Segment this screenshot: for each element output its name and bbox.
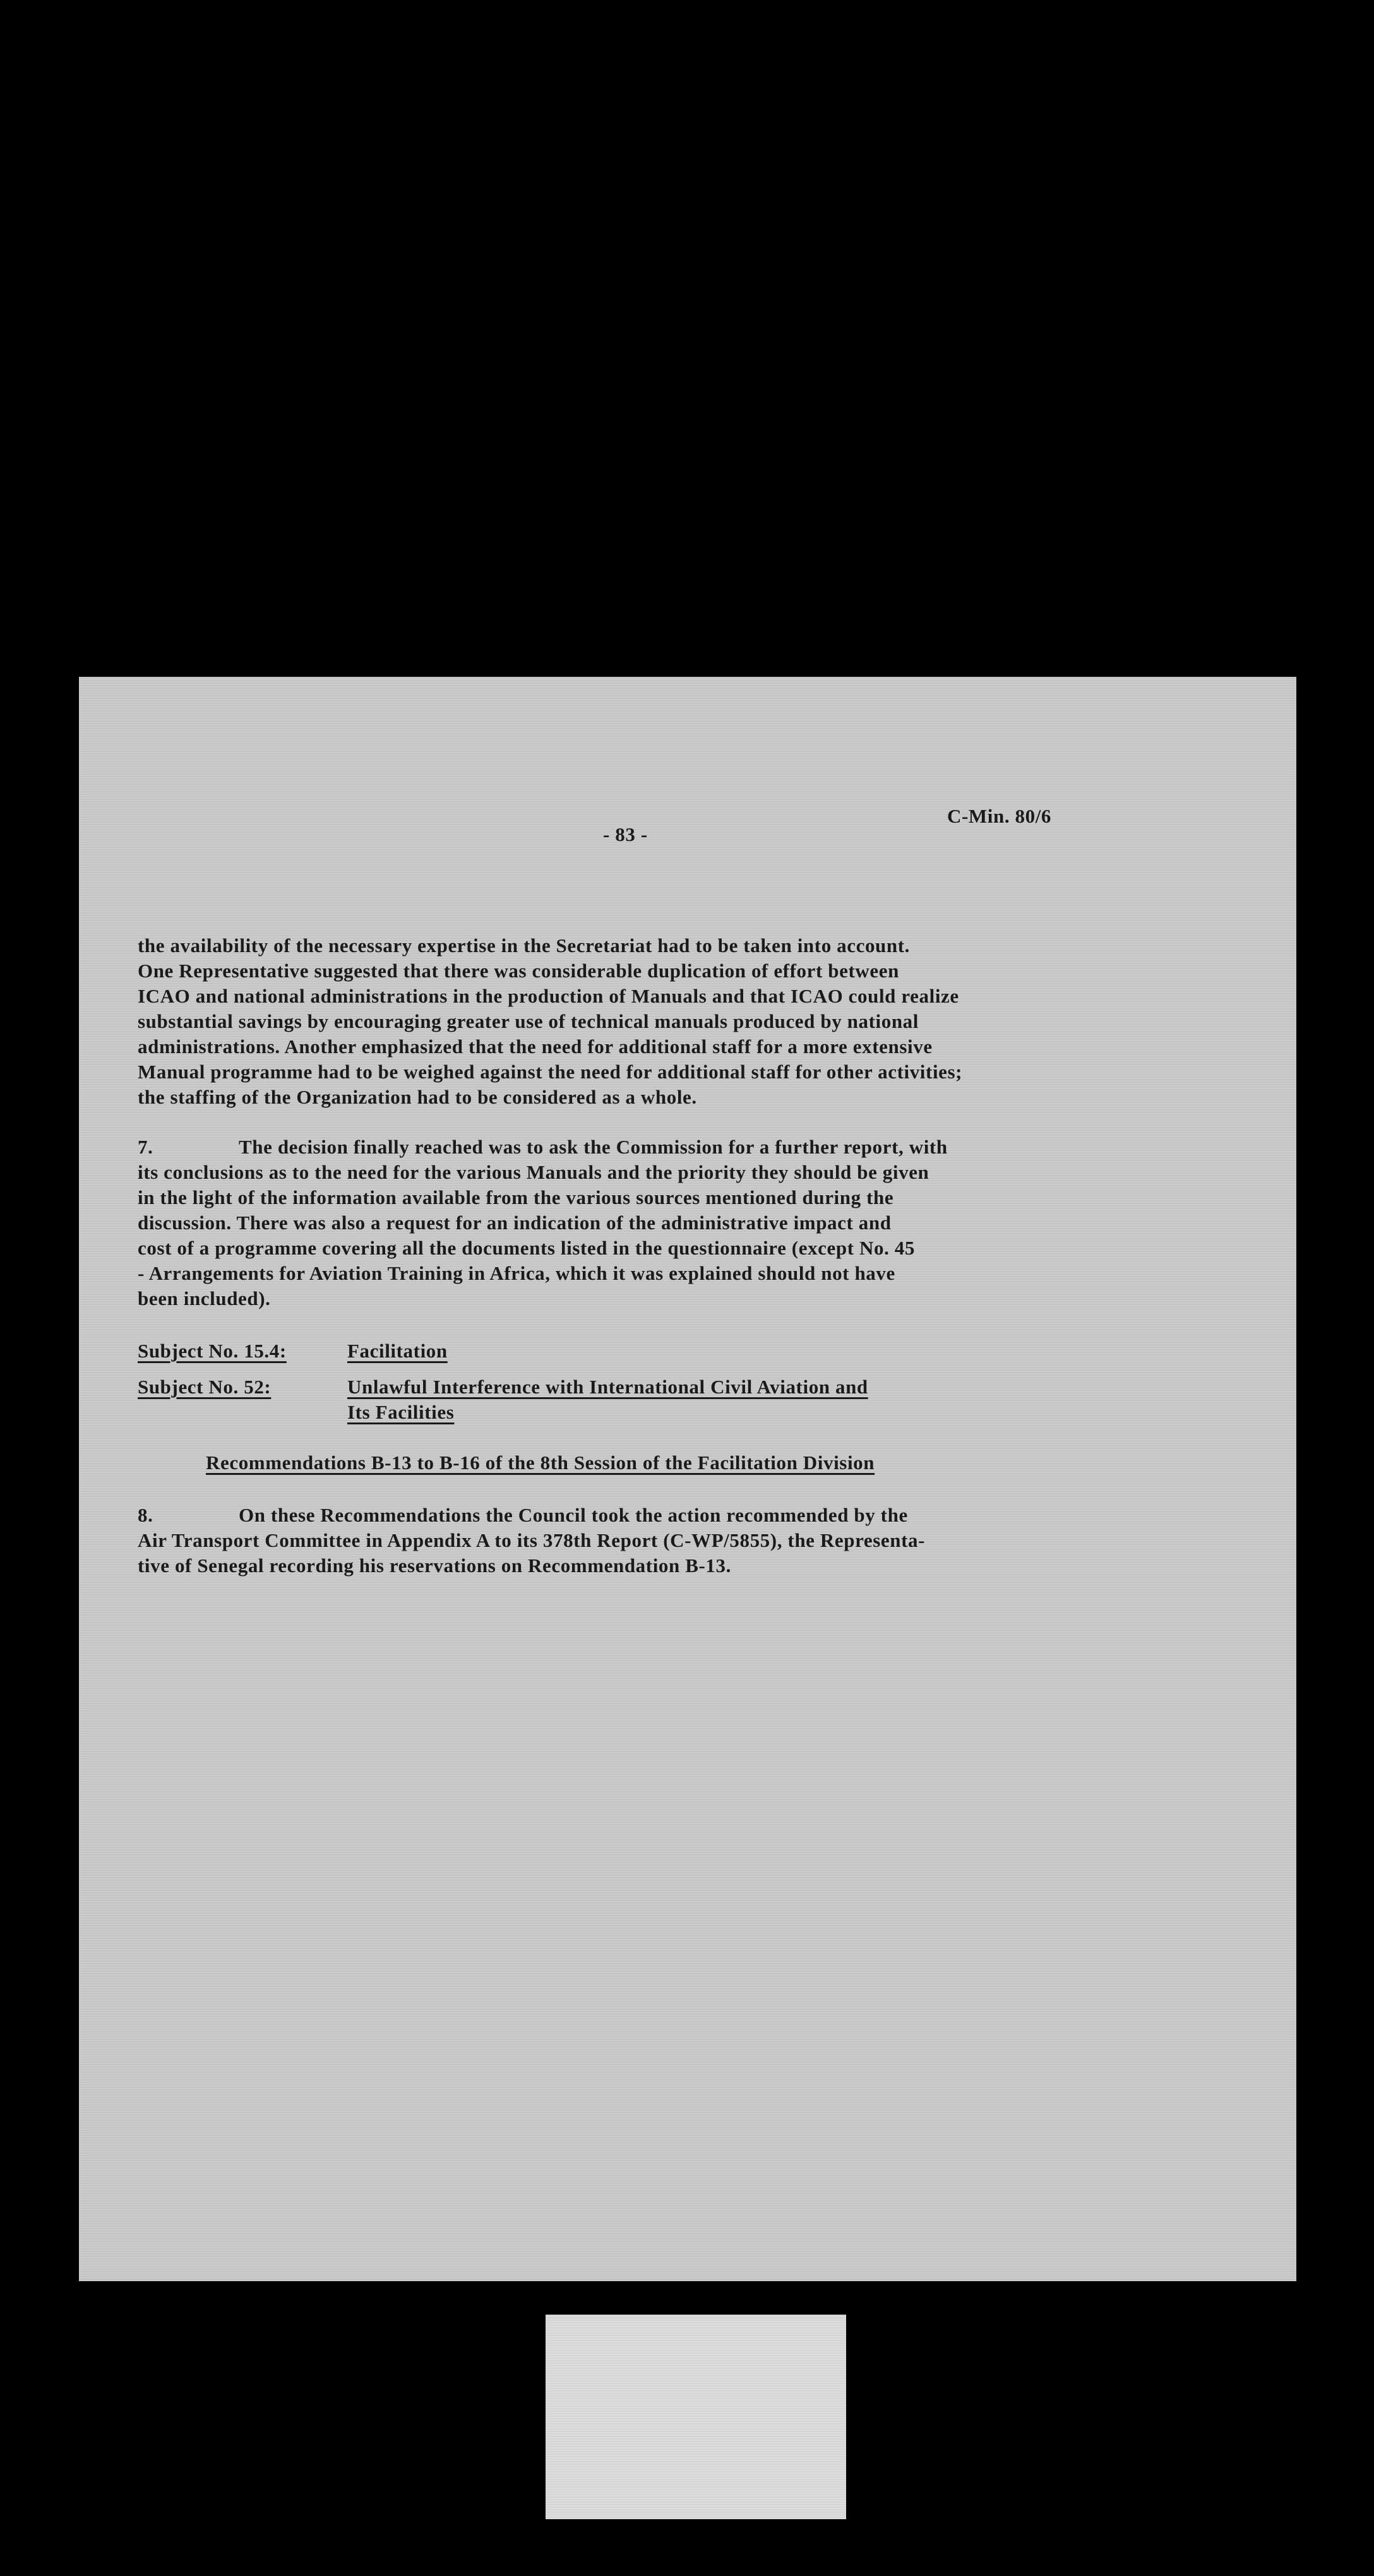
text-line: One Representative suggested that there was considerable duplication of effort between bbox=[138, 960, 899, 982]
text-line: its conclusions as to the need for the various Manuals and the priority they should be given bbox=[138, 1161, 929, 1183]
text-line: Air Transport Committee in Appendix A to its 378th Report (C-WP/5855), the Representa- bbox=[138, 1529, 926, 1551]
subject-title: Facilitation bbox=[347, 1340, 448, 1362]
text-line: tive of Senegal recording his reservations on Recommendation B-13. bbox=[138, 1554, 731, 1577]
blank-card bbox=[546, 2315, 846, 2519]
text-line: substantial savings by encouraging greater use of technical manuals produced by national bbox=[138, 1010, 919, 1032]
text-line: ICAO and national administrations in the production of Manuals and that ICAO could realize bbox=[138, 985, 959, 1007]
subject-label: Subject No. 52: bbox=[138, 1376, 272, 1398]
subject-title: Unlawful Interference with International Civil Aviation and bbox=[347, 1376, 868, 1398]
text-line: The decision finally reached was to ask the Commission for a further report, with bbox=[239, 1136, 948, 1158]
text-line: On these Recommendations the Council took the action recommended by the bbox=[239, 1504, 908, 1526]
text-line: discussion. There was also a request for an indication of the administrative impact and bbox=[138, 1212, 892, 1234]
text-line: Manual programme had to be weighed against the need for additional staff for other activities; bbox=[138, 1061, 963, 1083]
text-line: administrations. Another emphasized that the need for additional staff for a more extensive bbox=[138, 1035, 933, 1058]
page-number: - 83 - bbox=[603, 823, 648, 845]
text-line: been included). bbox=[138, 1287, 271, 1309]
paragraph-number: 8. bbox=[138, 1504, 153, 1526]
text-line: - Arrangements for Aviation Training in Africa, which it was explained should not have bbox=[138, 1262, 895, 1284]
text-line: the availability of the necessary expertise in the Secretariat had to be taken into account. bbox=[138, 934, 911, 957]
paragraph-number: 7. bbox=[138, 1136, 153, 1158]
subject-label: Subject No. 15.4: bbox=[138, 1340, 287, 1362]
document-reference: C-Min. 80/6 bbox=[947, 805, 1052, 827]
document-page bbox=[79, 677, 1296, 2281]
subject-title: Its Facilities bbox=[347, 1401, 455, 1423]
text-line: the staffing of the Organization had to be considered as a whole. bbox=[138, 1086, 697, 1108]
text-line: cost of a programme covering all the documents listed in the questionnaire (except No. 45 bbox=[138, 1237, 915, 1259]
section-heading: Recommendations B-13 to B-16 of the 8th Session of the Facilitation Division bbox=[206, 1452, 875, 1474]
text-line: in the light of the information available from the various sources mentioned during the bbox=[138, 1186, 894, 1208]
